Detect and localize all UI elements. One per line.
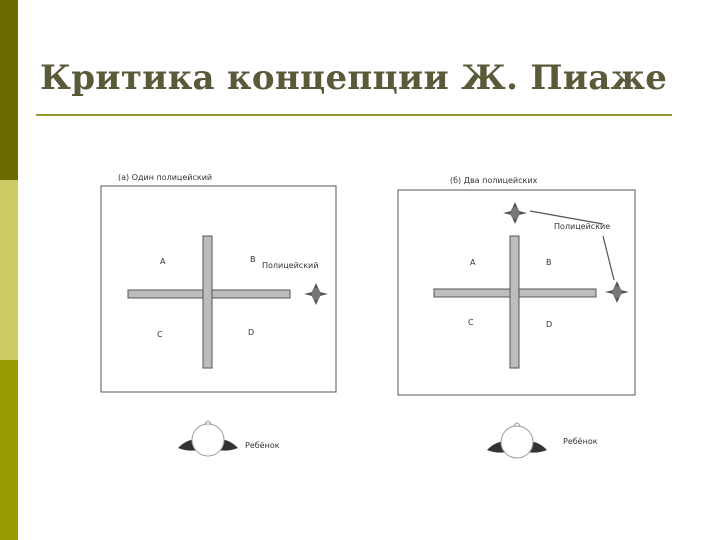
panel-a-frame <box>101 186 336 392</box>
panel-b-policemen-label: Полицейские <box>554 222 611 231</box>
panel-a-wall-vertical <box>203 236 212 368</box>
panel-a-quadrant-c: C <box>157 330 163 339</box>
panel-b-quadrant-d: D <box>546 320 553 329</box>
panel-b-quadrant-c: C <box>468 318 474 327</box>
panel-b-quadrant-a: A <box>470 258 476 267</box>
panel-b-quadrant-b: B <box>546 258 552 267</box>
panel-a-caption: (а) Один полицейский <box>118 173 213 182</box>
panel-b-child-icon <box>487 423 547 458</box>
panel-a-quadrant-a: A <box>160 257 166 266</box>
panel-a-child-icon <box>178 421 238 456</box>
panel-b-wall-vertical <box>510 236 519 368</box>
panel-b <box>398 190 635 458</box>
slide-title: Критика концепции Ж. Пиаже <box>40 58 668 98</box>
panel-a-quadrant-d: D <box>248 328 255 337</box>
panel-b-caption: (б) Два полицейских <box>450 176 538 185</box>
panel-b-child-label: Ребёнок <box>563 437 598 446</box>
panel-a-quadrant-b: B <box>250 255 256 264</box>
panel-a <box>101 186 336 456</box>
panel-a-policeman-label: Полицейский <box>262 261 319 270</box>
panel-a-child-label: Ребёнок <box>245 441 280 450</box>
